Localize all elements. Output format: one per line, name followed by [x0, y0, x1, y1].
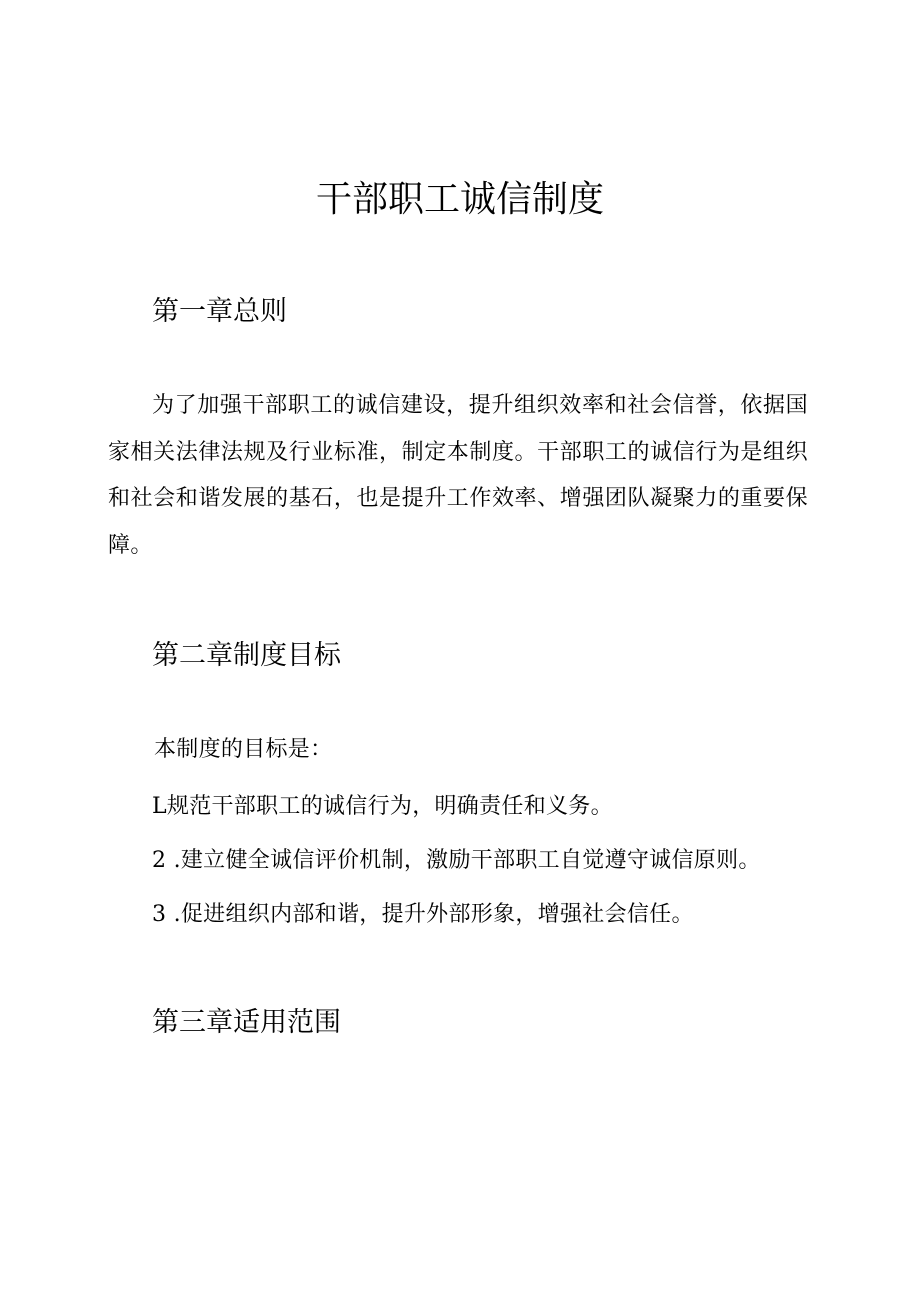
goal-item-1: L规范干部职工的诚信行为，明确责任和义务。 [152, 794, 613, 819]
chapter-1-heading: 第一章总则 [152, 296, 287, 327]
chapter-3-heading: 第三章适用范围 [152, 1007, 341, 1038]
document-title: 干部职工诚信制度 [315, 179, 604, 220]
goal-item-3: 3 .促进组织内部和谐，提升外部形象，增强社会信任。 [152, 902, 694, 927]
chapter-2-intro: 本制度的目标是： [154, 737, 333, 762]
chapter-2-heading: 第二章制度目标 [152, 640, 341, 671]
goal-item-2: 2 .建立健全诚信评价机制，激励干部职工自觉遵守诚信原则。 [152, 848, 761, 873]
chapter-1-paragraph: 为了加强干部职工的诚信建设，提升组织效率和社会信誉，依据国家相关法律法规及行业标准，制定本制度。干部职工的诚信行为是组织和社会和谐发展的基石，也是提升工作效率、增强团队凝聚力的重要保障。 [108, 393, 808, 558]
